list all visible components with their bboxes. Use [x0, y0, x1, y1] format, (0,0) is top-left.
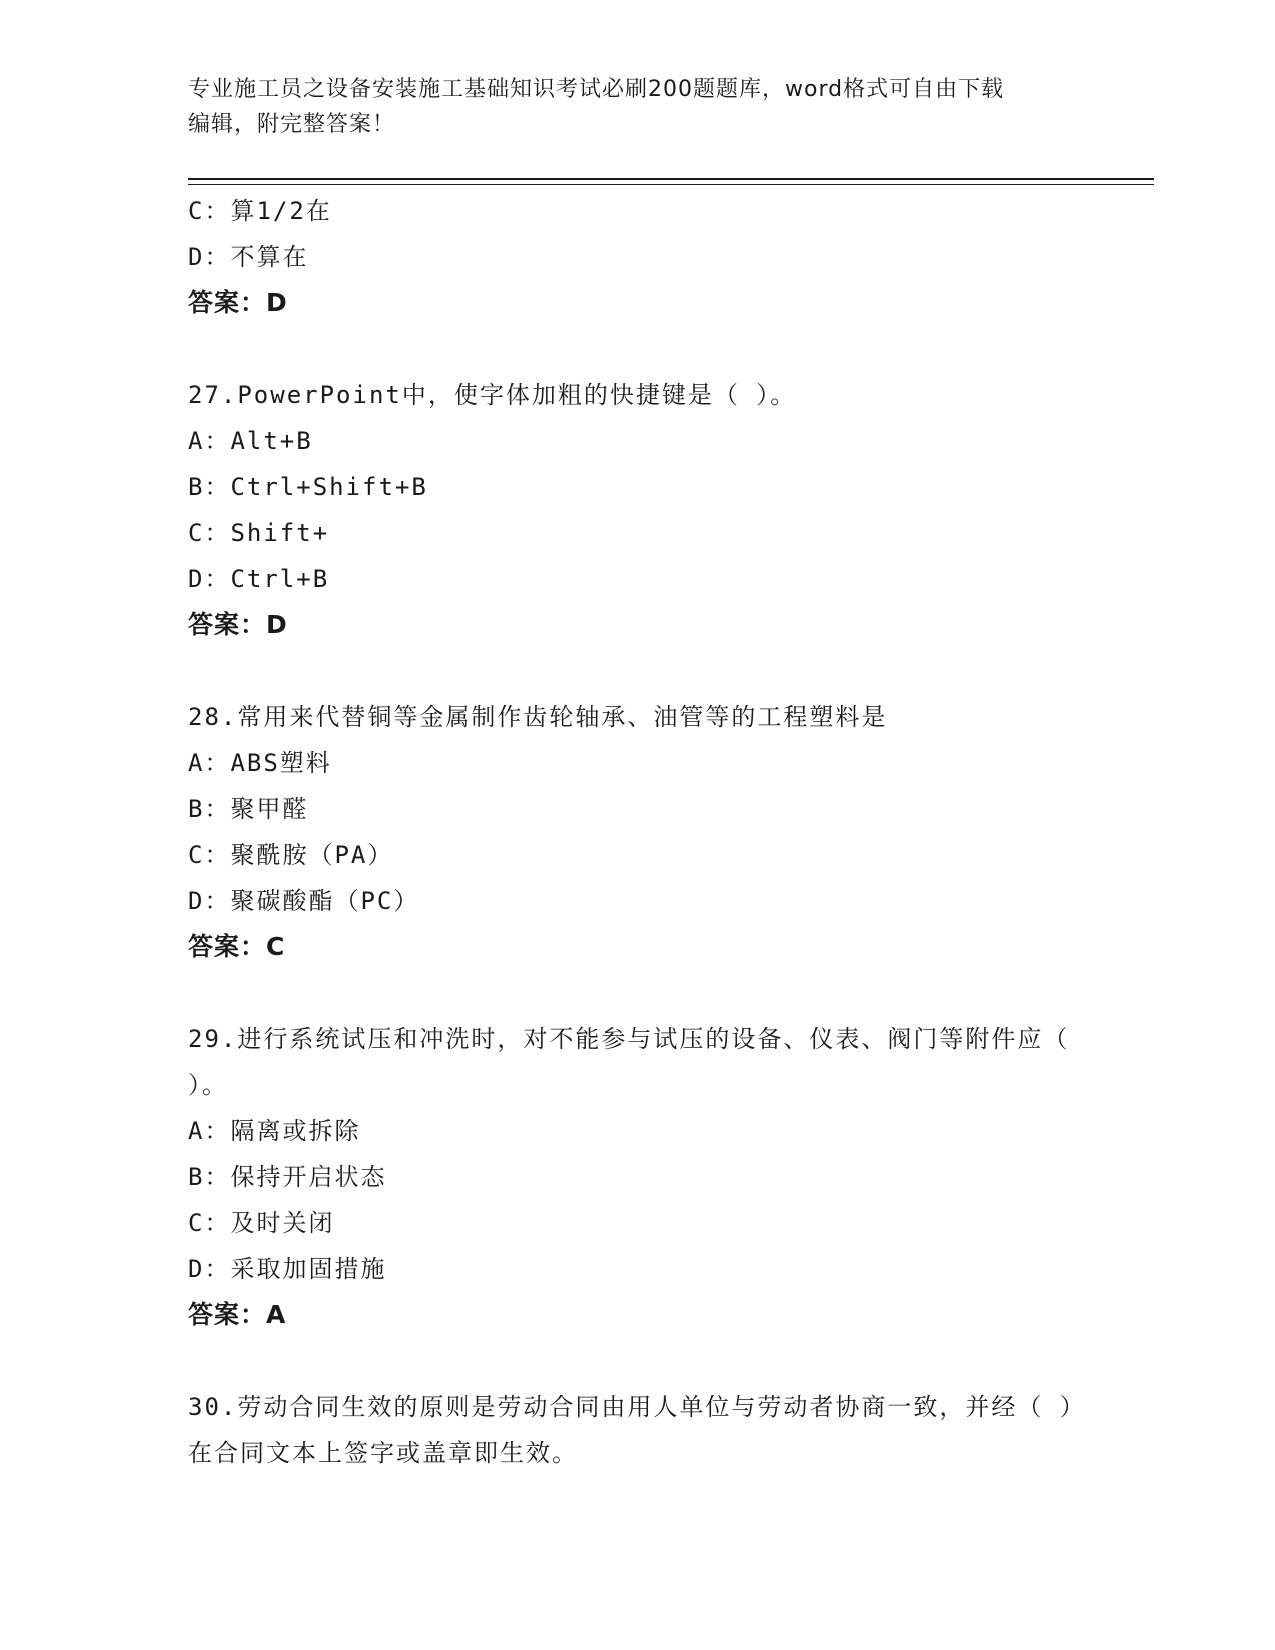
header-title-line-2: 编辑，附完整答案！	[188, 112, 396, 137]
header-title-line-1: 专业施工员之设备安装施工基础知识考试必刷200题题库，word格式可自由下载	[188, 77, 1005, 102]
option-a: A：隔离或拆除	[188, 1117, 361, 1145]
question-text: 28.常用来代替铜等金属制作齿轮轴承、油管等的工程塑料是	[188, 703, 888, 731]
option-b: B：聚甲醛	[188, 795, 309, 823]
question-text: 27.PowerPoint中，使字体加粗的快捷键是（ ）。	[188, 381, 797, 409]
question-26-tail	[188, 188, 1088, 326]
option-c: C：聚酰胺（PA）	[188, 841, 394, 869]
option-d: D：Ctrl+B	[188, 565, 330, 593]
option-c: C：Shift+	[188, 519, 330, 547]
answer-line: 答案：C	[188, 932, 286, 961]
document-header	[188, 72, 1088, 142]
question-27	[188, 372, 1088, 648]
option-c: C：及时关闭	[188, 1209, 335, 1237]
option-c: C：算1/2在	[188, 197, 332, 225]
question-29	[188, 1016, 1088, 1338]
option-b: B：保持开启状态	[188, 1163, 387, 1191]
question-text: 30.劳动合同生效的原则是劳动合同由用人单位与劳动者协商一致，并经（ ）在合同文本上签字或盖章即生效。	[188, 1393, 1086, 1467]
option-d: D：聚碳酸酯（PC）	[188, 887, 420, 915]
answer-line: 答案：D	[188, 288, 288, 317]
option-b: B：Ctrl+Shift+B	[188, 473, 428, 501]
header-divider-thin	[188, 184, 1154, 185]
spacer	[188, 1338, 1088, 1384]
answer-line: 答案：D	[188, 610, 288, 639]
question-list	[188, 188, 1088, 1476]
header-divider-thick	[188, 178, 1154, 180]
spacer	[188, 970, 1088, 1016]
option-d: D：采取加固措施	[188, 1255, 387, 1283]
answer-line: 答案：A	[188, 1300, 287, 1329]
option-a: A：Alt+B	[188, 427, 313, 455]
option-a: A：ABS塑料	[188, 749, 332, 777]
question-text: 29.进行系统试压和冲洗时，对不能参与试压的设备、仪表、阀门等附件应（ ）。	[188, 1025, 1070, 1099]
spacer	[188, 648, 1088, 694]
option-d: D：不算在	[188, 243, 309, 271]
question-30	[188, 1384, 1088, 1476]
spacer	[188, 326, 1088, 372]
question-28	[188, 694, 1088, 970]
